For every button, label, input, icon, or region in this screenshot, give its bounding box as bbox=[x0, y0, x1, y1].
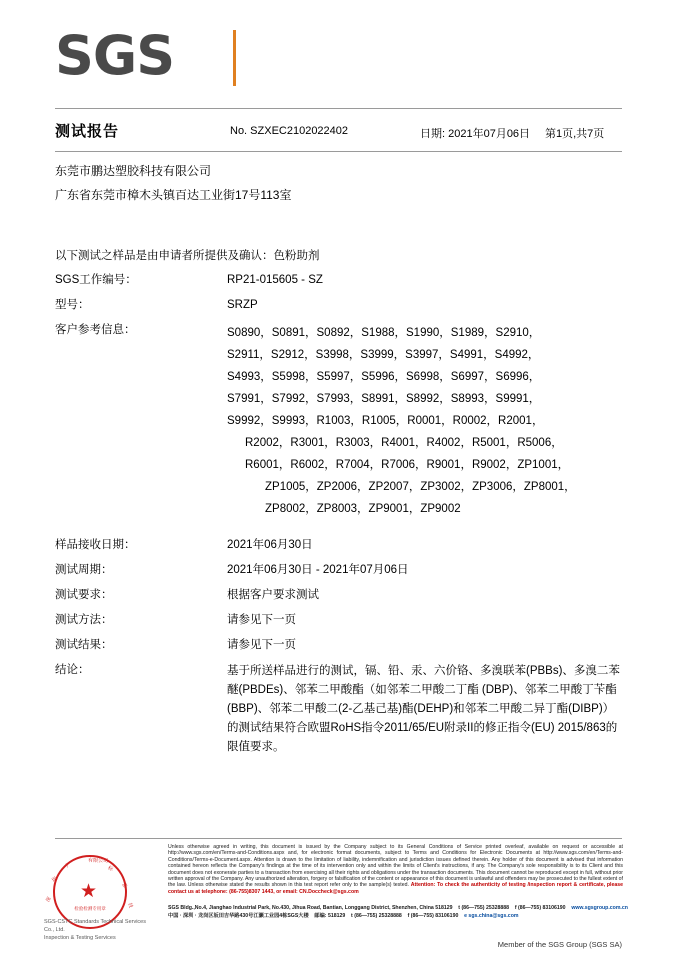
reference-line: S7991，S7992，S7993，S8991，S8992，S8993，S9991， bbox=[227, 393, 541, 405]
footer-address-block bbox=[168, 905, 628, 920]
reference-line: S9992，S9993，R1003，R1005，R0001，R0002，R2001， bbox=[227, 415, 544, 427]
spacer bbox=[55, 529, 622, 537]
field-value: 根据客户要求测试 bbox=[227, 589, 319, 601]
footer-address-row bbox=[168, 913, 623, 921]
footer-divider bbox=[55, 838, 622, 839]
footer-attention: Attention: To check the authenticity of testing /inspection report & certificate, please contact us at telephone: (86-755)8307 1443, or email: CN.Doccheck@sgs.com bbox=[168, 882, 623, 895]
customer-reference-values bbox=[227, 322, 622, 520]
reference-line: ZP8002，ZP8003，ZP9001，ZP9002 bbox=[265, 503, 461, 515]
field-label: 测试方法： bbox=[55, 614, 113, 626]
reference-line: R6001，R6002，R7004，R7006，R9001，R9002，ZP1001， bbox=[245, 459, 570, 471]
field-row bbox=[55, 587, 622, 603]
field-label: 测试要求： bbox=[55, 589, 113, 601]
reference-line: R2002，R3001，R3003，R4001，R4002，R5001，R5006， bbox=[245, 437, 563, 449]
field-list bbox=[55, 272, 622, 766]
seal-inner-label: 检验检测专用章 bbox=[74, 906, 106, 911]
page-number: 第1页,共7页 bbox=[545, 128, 605, 140]
reference-line: S2911，S2912，S3998，S3999，S3997，S4991，S4992， bbox=[227, 349, 540, 361]
sample-statement: 以下测试之样品是由申请者所提供及确认：色粉助剂 bbox=[55, 250, 320, 262]
field-value: RP21-015605 - SZ bbox=[227, 274, 323, 286]
field-value: 请参见下一页 bbox=[227, 614, 296, 626]
conclusion-label: 结论： bbox=[55, 664, 90, 676]
field-row bbox=[55, 612, 622, 628]
page-title: 测试报告 bbox=[55, 123, 120, 140]
customer-reference-row bbox=[55, 322, 622, 520]
footer-disclaimer bbox=[168, 844, 623, 895]
field-label: 型号： bbox=[55, 299, 90, 311]
seal-star-icon: ★ bbox=[80, 881, 98, 902]
header-divider-bottom bbox=[55, 151, 622, 152]
reference-line: S0890，S0891，S0892，S1988，S1990，S1989，S2910， bbox=[227, 327, 541, 339]
field-label: 测试周期： bbox=[55, 564, 113, 576]
field-row bbox=[55, 272, 622, 288]
footer-postcode: 邮编: 518129 bbox=[314, 912, 346, 919]
sgs-logo-text: SGS bbox=[55, 24, 175, 87]
field-label: 客户参考信息： bbox=[55, 324, 136, 336]
footer-website[interactable]: www.sgsgroup.com.cn bbox=[571, 905, 628, 911]
field-row bbox=[55, 562, 622, 578]
conclusion-text: 基于所送样品进行的测试，镉、铅、汞、六价铬、多溴联苯(PBBs)、多溴二苯醚(PBDEs)、邻苯二甲酸酯（如邻苯二甲酸二丁酯 (DBP)、邻苯二甲酸丁苄酯(BBP)、邻苯二甲酸二(2-乙基己基)酯(DEHP)和邻苯二甲酸二异丁酯(DIBP)）的测试结果符合欧盟RoHS指令2011/65/EU附录II的修正指令(EU) 2015/863的限值要求。 bbox=[227, 665, 620, 753]
seal-arc-text: 深 圳 ） 有限公司 标 准 技 bbox=[45, 857, 134, 910]
footer-tel: t (86—755) 25328888 bbox=[458, 905, 510, 911]
conclusion-row bbox=[55, 662, 622, 757]
sgs-logo bbox=[55, 24, 355, 90]
field-value: 2021年06月30日 bbox=[227, 539, 313, 551]
field-row bbox=[55, 537, 622, 553]
company-address: 广东省东莞市樟木头镇百达工业街17号113室 bbox=[55, 188, 292, 202]
seal-bottom-text bbox=[44, 918, 152, 942]
disclaimer-body: Unless otherwise agreed in writing, this document is issued by the Company subject to its General Conditions of Service printed overleaf, available on request or accessible at http://www.sgs.com/en/Terms-and-Conditions.aspx and, for electronic format documents, subject to Terms and Conditions for Electronic Documents at http://www.sgs.com/en/Terms-and-Conditions/Terms-e-Document.aspx. Attention is drawn to the limitation of liability, indemnification and jurisdiction issues defined therein. Any holder of this document is advised that information contained hereon reflects the Company's findings at the time of its intervention only and within the limits of Client's instructions, if any. The Company's sole responsibility is to its Client and this document does not exonerate parties to a transaction from exercising all their rights and obligations under the transaction documents. This document cannot be reproduced except in full, without prior written approval of the Company. Any unauthorized alteration, forgery or falsification of the content or appearance of this document is unlawful and offenders may be prosecuted to the fullest extent of the law. Unless otherwise stated the results shown in this test report refer only to the sample(s) tested. bbox=[168, 844, 623, 889]
company-seal bbox=[44, 852, 152, 941]
field-value: SRZP bbox=[227, 299, 258, 311]
field-label: 测试结果： bbox=[55, 639, 113, 651]
footer-address-cn: 中国 · 深圳 · 龙岗区坂田吉华路430号江灏工业园4栋SGS大楼 bbox=[168, 912, 309, 919]
reference-line: ZP1005，ZP2006，ZP2007，ZP3002，ZP3006，ZP8001， bbox=[265, 481, 576, 493]
field-value: 请参见下一页 bbox=[227, 639, 296, 651]
header-divider-top bbox=[55, 108, 622, 109]
footer-address-en: SGS Bldg.,No.4, Jianghao Industrial Park, No.430, Jihua Road, Bantian, Longgang District, Shenzhen, China 518129 bbox=[168, 905, 453, 911]
sgs-logo-accent-bar bbox=[233, 30, 236, 86]
footer-group-note: Member of the SGS Group (SGS SA) bbox=[497, 940, 622, 949]
report-number: No. SZXEC2102022402 bbox=[230, 125, 349, 137]
footer-tel: t (86—755) 25328888 bbox=[351, 912, 402, 919]
field-row bbox=[55, 297, 622, 313]
footer-address-row bbox=[168, 905, 628, 913]
reference-line: S4993，S5998，S5997，S5996，S6998，S6997，S6996， bbox=[227, 371, 541, 383]
seal-bottom-line: Inspection & Testing Services bbox=[44, 935, 116, 941]
report-date: 日期: 2021年07月06日 bbox=[420, 128, 531, 140]
field-label: 样品接收日期： bbox=[55, 539, 136, 551]
field-label: SGS工作编号： bbox=[55, 274, 137, 286]
company-name: 东莞市鹏达塑胶科技有限公司 bbox=[55, 164, 212, 178]
seal-bottom-line: SGS-CSTC Standards Technical Services Co., Ltd. bbox=[44, 919, 146, 933]
footer-fax: f (86—755) 83106190 bbox=[514, 905, 566, 911]
footer-email[interactable]: e sgs.china@sgs.com bbox=[464, 912, 519, 919]
field-row bbox=[55, 637, 622, 653]
field-value: 2021年06月30日 - 2021年07月06日 bbox=[227, 564, 409, 576]
footer-fax: f (86—755) 83106190 bbox=[407, 912, 459, 919]
